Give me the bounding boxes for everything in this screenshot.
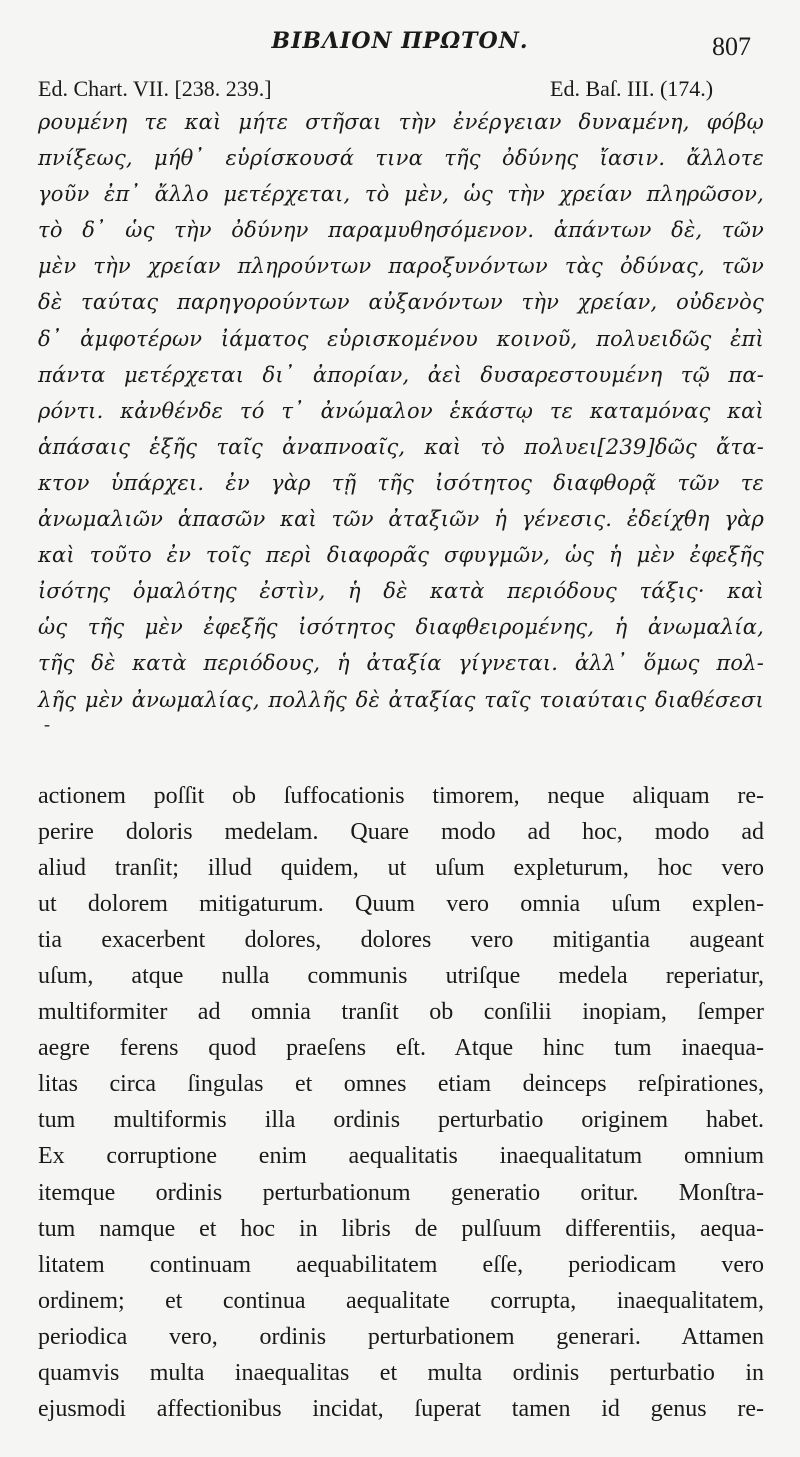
greek-text-line: λῆς μὲν ἀνωμαλίας, πολλῆς δὲ ἀταξίας ταῖς τοιαύταις διαθέσεσι [38,687,764,712]
greek-text-line: ἁπάσαις ἑξῆς ταῖς ἀναπνοαῖς, καὶ τὸ πολυει[239]δῶς ἄτα- [38,434,764,459]
greek-text-line: δὲ ταύτας παρηγορούντων αὐξανόντων τὴν χρείαν, οὐδενὸς [38,290,764,315]
edition-basel-reference: Ed. Baſ. III. (174.) [550,76,714,101]
greek-text-line: ἰσότης ὁμαλότης ἐστὶν, ἡ δὲ κατὰ περιόδους τάξις· καὶ [38,579,764,604]
greek-text-line: ἀνωμαλιῶν ἁπασῶν καὶ τῶν ἀταξιῶν ἡ γένεσις. ἐδείχθη γὰρ [38,507,764,532]
greek-text-line: τὸ δ᾿ ὡς τὴν ὀδύνην παραμυθησόμενον. ἁπάντων δὲ, τῶν [38,218,764,243]
greek-text-line: κτον ὑπάρχει. ἐν γὰρ τῇ τῆς ἰσότητος διαφθορᾷ τῶν τε [38,470,764,495]
latin-text-line: tia exacerbent dolores, dolores vero mitigantia augeant [38,927,764,954]
latin-text-line: Ex corruptione enim aequalitatis inaequalitatum omnium [38,1143,764,1170]
latin-text-line: itemque ordinis perturbationum generatio oritur. Monſtra- [38,1179,764,1206]
latin-text-block [38,778,764,1427]
edition-chart-reference: Ed. Chart. VII. [238. 239.] [38,76,272,101]
greek-text-line: ρόντι. κἀνθένδε τό τ᾿ ἀνώμαλον ἑκάστῳ τε καταμόνας καὶ [38,398,764,423]
latin-text-line: tum multiformis illa ordinis perturbatio originem habet. [38,1107,764,1134]
greek-text-line: πνίξεως, μήθ᾿ εὑρίσκουσά τινα τῆς ὀδύνης ἴασιν. ἄλλοτε [38,146,764,171]
latin-text-line: litas circa ſingulas et omnes etiam deinceps reſpirationes, [38,1071,764,1098]
latin-text-line: ordinem; et continua aequalitate corrupta, inaequalitatem, [38,1287,764,1314]
latin-text-line: litatem continuam aequabilitatem eſſe, periodicam vero [38,1251,764,1278]
latin-text-line: tum namque et hoc in libris de pulſuum differentiis, aequa- [38,1215,764,1242]
latin-text-line: ut dolorem mitigaturum. Quum vero omnia uſum explen- [38,891,764,918]
latin-text-line: multiformiter ad omnia tranſit ob conſilii inopiam, ſemper [38,999,764,1026]
latin-text-line: quamvis multa inaequalitas et multa ordinis perturbatio in [38,1359,764,1386]
latin-text-line: actionem poſſit ob ſuffocationis timorem, neque aliquam re- [38,783,764,809]
greek-text-line: ὡς τῆς μὲν ἐφεξῆς ἰσότητος διαφθειρομένης, ἡ ἀνωμαλία, [38,615,764,640]
greek-text-line: καὶ τοῦτο ἐν τοῖς περὶ διαφορᾶς σφυγμῶν, ὡς ἡ μὲν ἐφεξῆς [38,543,764,568]
latin-text-line: perire doloris medelam. Quare modo ad hoc, modo ad [38,819,764,846]
running-title: ΒΙΒΛΙΟΝ ΠΡΩΤΟΝ. [271,28,529,54]
separator-mark: - [44,714,50,734]
latin-text-line: aliud tranſit; illud quidem, ut uſum expleturum, hoc vero [38,855,764,882]
greek-text-line: δ᾿ ἀμφοτέρων ἰάματος εὑρισκομένου κοινοῦ, πολυειδῶς ἐπὶ [38,326,764,351]
greek-text-line: ρουμένη τε καὶ μήτε στῆσαι τὴν ἐνέργειαν δυναμένη, φόβῳ [38,110,764,134]
latin-text-line: ejusmodi affectionibus incidat, ſuperat tamen id genus re- [38,1395,764,1422]
greek-text-line: μὲν τὴν χρείαν πληρούντων παροξυνόντων τὰς ὀδύνας, τῶν [38,254,764,279]
latin-text-line: uſum, atque nulla communis utriſque medela reperiatur, [38,963,764,990]
greek-text-block [38,104,764,718]
greek-text-line: γοῦν ἐπ᾿ ἄλλο μετέρχεται, τὸ μὲν, ὡς τὴν χρείαν πληρῶσον, [38,182,764,207]
page-number: 807 [712,32,751,61]
latin-text-line: periodica vero, ordinis perturbationem generari. Attamen [38,1323,764,1350]
latin-text-line: aegre ferens quod praeſens eſt. Atque hinc tum inaequa- [38,1035,764,1062]
greek-text-line: πάντα μετέρχεται δι᾿ ἀπορίαν, ἀεὶ δυσαρεστουμένη τῷ πα- [38,362,764,387]
greek-text-line: τῆς δὲ κατὰ περιόδους, ἡ ἀταξία γίγνεται. ἀλλ᾿ ὅμως πολ- [38,651,764,676]
